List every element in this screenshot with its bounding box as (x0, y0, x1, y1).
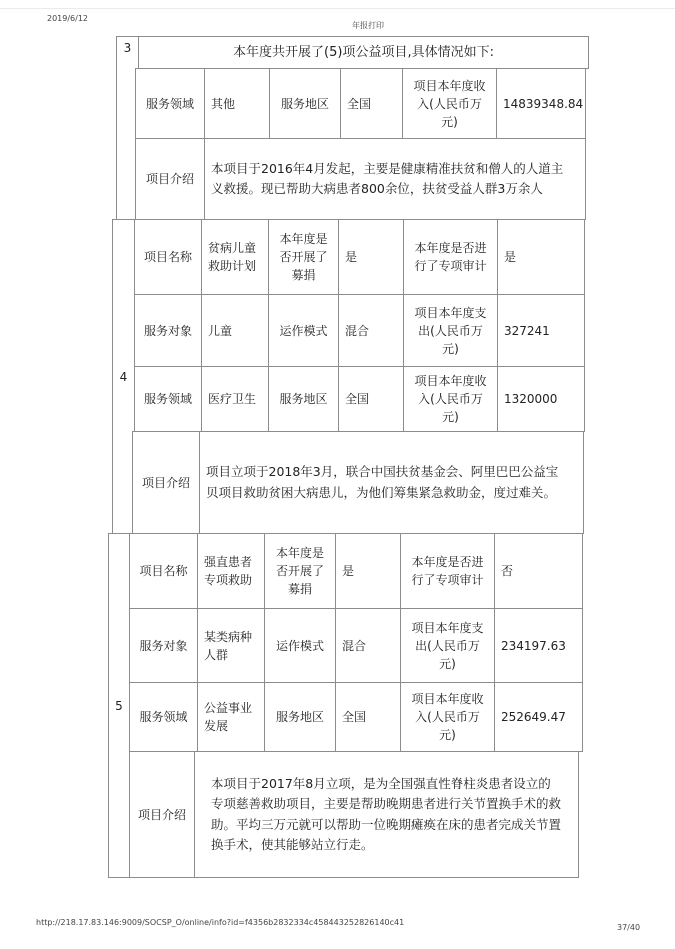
intro-text: 本项目于2017年8月立项，是为全国强直性脊柱炎患者设立的专项慈善救助项目，主要是帮助晚期患者进行关节置换手术的救助。平均三万元就可以帮助一位晚期瘫痪在床的患者完成关节置换手术，使其能够站立行走。 (194, 751, 579, 878)
intro-label: 项目介绍 (132, 431, 200, 534)
project-name-label: 项目名称 (134, 219, 202, 295)
audit-label: 本年度是否进行了专项审计 (400, 533, 495, 609)
target-value: 某类病种人群 (197, 608, 265, 683)
projects-summary: 本年度共开展了(5)项公益项目,具体情况如下: (138, 36, 589, 69)
fundraising-value: 是 (335, 533, 401, 609)
print-date: 2019/6/12 (47, 14, 89, 23)
income-value: 1320000 (497, 366, 585, 432)
mode-value: 混合 (338, 294, 404, 367)
page-number: 37/40 (617, 923, 641, 932)
field-value: 公益事业发展 (197, 682, 265, 752)
mode-label: 运作模式 (268, 294, 339, 367)
expense-value: 327241 (497, 294, 585, 367)
expense-value: 234197.63 (494, 608, 583, 683)
fundraising-value: 是 (338, 219, 404, 295)
row-number-5: 5 (108, 533, 130, 878)
income-label: 项目本年度收入(人民币万元) (400, 682, 495, 752)
audit-value: 否 (494, 533, 583, 609)
print-title: 年报打印 (352, 21, 384, 30)
income-value: 252649.47 (494, 682, 583, 752)
footer-url: http://218.17.83.146:9009/SOCSP_O/online/info?id=f4356b2832334c458443252826140c41 (36, 918, 405, 927)
page-edge (0, 8, 675, 9)
area-label: 服务地区 (264, 682, 336, 752)
expense-label: 项目本年度支出(人民币万元) (400, 608, 495, 683)
audit-label: 本年度是否进行了专项审计 (403, 219, 498, 295)
row-number-4: 4 (112, 219, 135, 534)
mode-value: 混合 (335, 608, 401, 683)
income-label: 项目本年度收入(人民币万元) (403, 366, 498, 432)
target-label: 服务对象 (129, 608, 198, 683)
intro-text: 项目立项于2018年3月，联合中国扶贫基金会、阿里巴巴公益宝贝项目救助贫困大病患儿，为他们筹集紧急救助金，度过难关。 (199, 431, 584, 534)
field-value: 医疗卫生 (201, 366, 269, 432)
area-label: 服务地区 (268, 366, 339, 432)
intro-text: 本项目于2016年4月发起，主要是健康精准扶贫和僧人的人道主义救援。现已帮助大病患者800余位，扶贫受益人群3万余人 (204, 138, 586, 220)
area-value: 全国 (340, 68, 403, 139)
intro-label: 项目介绍 (135, 138, 205, 220)
audit-value: 是 (497, 219, 585, 295)
project-name-value: 贫病儿童救助计划 (201, 219, 269, 295)
field-value: 其他 (204, 68, 270, 139)
income-value: 14839348.84 (496, 68, 586, 139)
target-value: 儿童 (201, 294, 269, 367)
row-number-3: 3 (116, 36, 139, 220)
fundraising-label: 本年度是否开展了募捐 (264, 533, 336, 609)
field-label: 服务领域 (134, 366, 202, 432)
area-value: 全国 (335, 682, 401, 752)
target-label: 服务对象 (134, 294, 202, 367)
intro-label: 项目介绍 (129, 751, 195, 878)
area-label: 服务地区 (269, 68, 341, 139)
fundraising-label: 本年度是否开展了募捐 (268, 219, 339, 295)
project-name-label: 项目名称 (129, 533, 198, 609)
field-label: 服务领域 (135, 68, 205, 139)
mode-label: 运作模式 (264, 608, 336, 683)
field-label: 服务领域 (129, 682, 198, 752)
area-value: 全国 (338, 366, 404, 432)
project-name-value: 强直患者专项救助 (197, 533, 265, 609)
expense-label: 项目本年度支出(人民币万元) (403, 294, 498, 367)
income-label: 项目本年度收入(人民币万元) (402, 68, 497, 139)
